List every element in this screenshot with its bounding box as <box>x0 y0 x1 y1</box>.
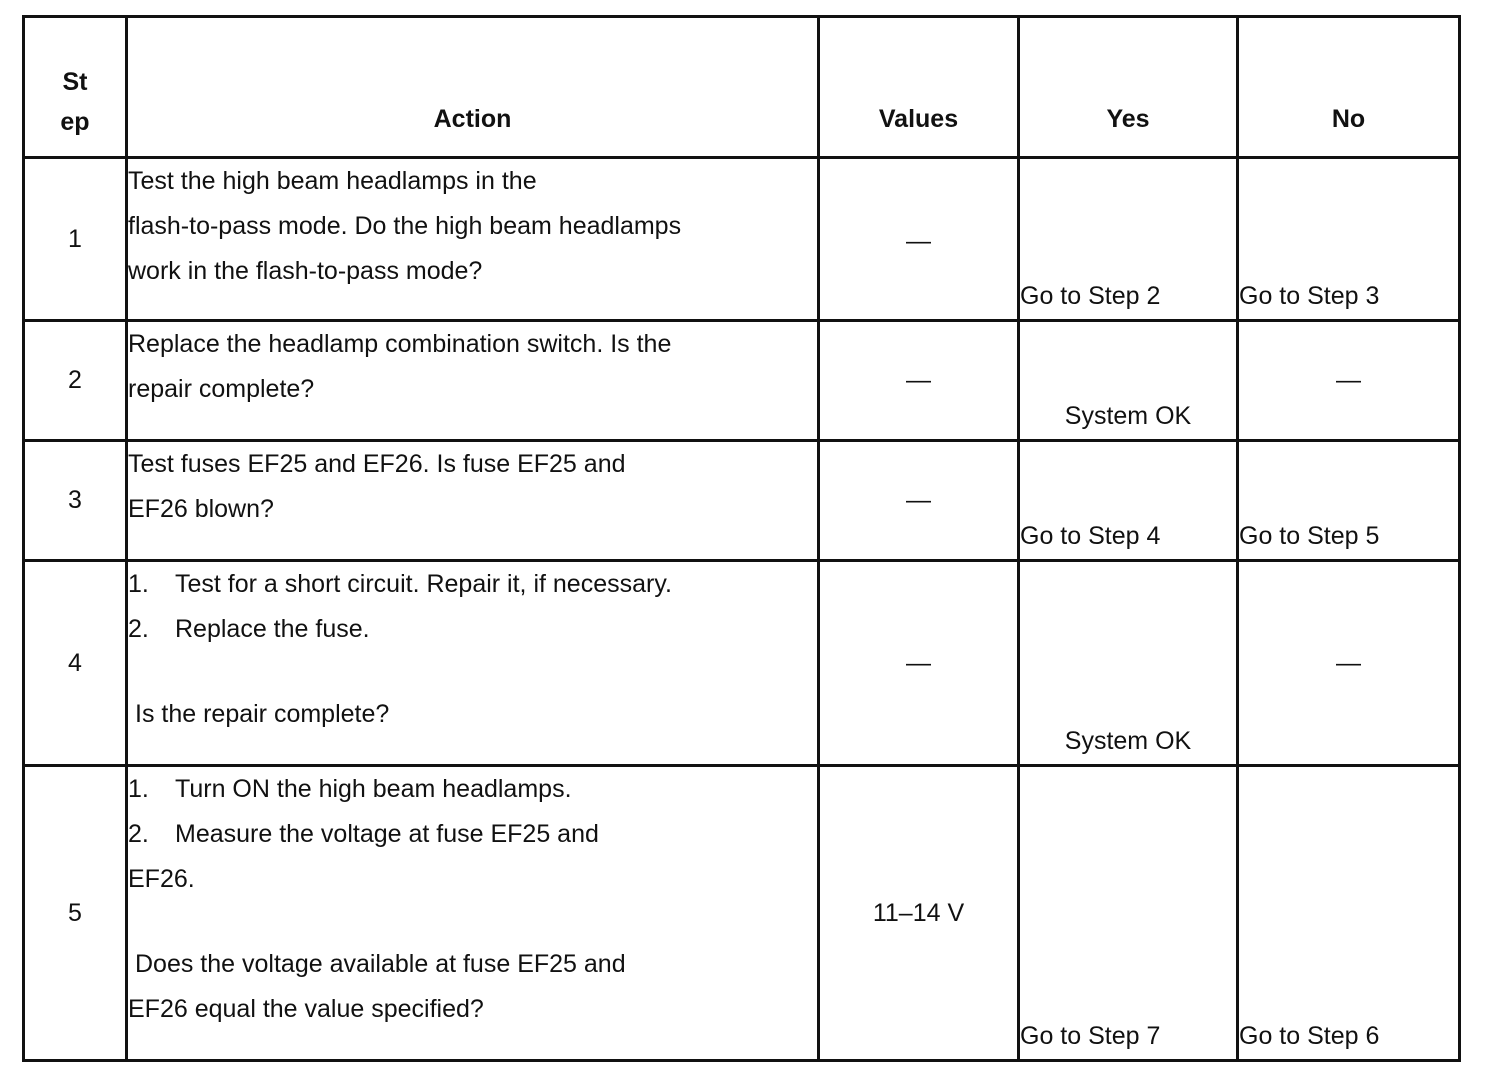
list-text: Turn ON the high beam headlamps. <box>175 775 572 803</box>
table-row <box>24 321 1460 441</box>
action-line: flash-to-pass mode. Do the high beam headlamps <box>128 212 682 240</box>
diagnostic-table <box>22 15 1461 1062</box>
action-list-item <box>128 767 817 812</box>
values-cell: — <box>819 561 1019 766</box>
step-number: 4 <box>24 561 127 766</box>
table-row <box>24 158 1460 321</box>
action-line: repair complete? <box>128 375 315 403</box>
action-line: Test fuses EF25 and EF26. Is fuse EF25 and <box>128 450 626 478</box>
header-row <box>24 17 1460 158</box>
yes-cell: Go to Step 4 <box>1019 441 1238 561</box>
step-number: 1 <box>24 158 127 321</box>
table-row <box>24 561 1460 766</box>
yes-header: Yes <box>1019 17 1238 158</box>
action-line: EF26 blown? <box>128 495 274 523</box>
action-cell <box>127 321 819 441</box>
action-question-line: EF26 equal the value specified? <box>128 995 484 1023</box>
action-continuation: EF26. <box>128 865 195 893</box>
action-list-item <box>128 812 817 857</box>
step-header-line2: ep <box>60 108 90 136</box>
action-cell <box>127 441 819 561</box>
action-list-item <box>128 562 817 607</box>
step-header <box>24 17 127 158</box>
no-cell: Go to Step 6 <box>1238 766 1460 1061</box>
spacer <box>128 652 817 692</box>
values-cell: — <box>819 441 1019 561</box>
list-number: 2. <box>128 820 149 848</box>
list-text: Replace the fuse. <box>175 615 370 643</box>
action-cell <box>127 158 819 321</box>
action-line: Replace the headlamp combination switch. Is the <box>128 330 672 358</box>
action-question-line: Does the voltage available at fuse EF25 and <box>135 950 626 978</box>
list-text: Test for a short circuit. Repair it, if necessary. <box>175 570 672 598</box>
table-row <box>24 441 1460 561</box>
values-cell: — <box>819 158 1019 321</box>
values-header: Values <box>819 17 1019 158</box>
step-header-line1: St <box>62 68 88 96</box>
values-cell: 11–14 V <box>819 766 1019 1061</box>
action-line: Test the high beam headlamps in the <box>128 167 537 195</box>
no-cell: — <box>1238 321 1460 441</box>
action-question: Is the repair complete? <box>135 700 390 728</box>
values-cell: — <box>819 321 1019 441</box>
yes-cell: System OK <box>1019 561 1238 766</box>
list-text: Measure the voltage at fuse EF25 and <box>175 820 599 848</box>
step-number: 3 <box>24 441 127 561</box>
action-line: work in the flash-to-pass mode? <box>128 257 483 285</box>
no-header: No <box>1238 17 1460 158</box>
yes-cell: Go to Step 2 <box>1019 158 1238 321</box>
table-row <box>24 766 1460 1061</box>
no-cell: Go to Step 3 <box>1238 158 1460 321</box>
list-number: 2. <box>128 615 149 643</box>
step-number: 2 <box>24 321 127 441</box>
spacer <box>128 902 817 942</box>
step-number: 5 <box>24 766 127 1061</box>
yes-cell: System OK <box>1019 321 1238 441</box>
list-number: 1. <box>128 570 149 598</box>
no-cell: — <box>1238 561 1460 766</box>
action-cell <box>127 561 819 766</box>
action-header: Action <box>127 17 819 158</box>
yes-cell: Go to Step 7 <box>1019 766 1238 1061</box>
no-cell: Go to Step 5 <box>1238 441 1460 561</box>
list-number: 1. <box>128 775 149 803</box>
action-cell <box>127 766 819 1061</box>
action-list-item <box>128 607 817 652</box>
